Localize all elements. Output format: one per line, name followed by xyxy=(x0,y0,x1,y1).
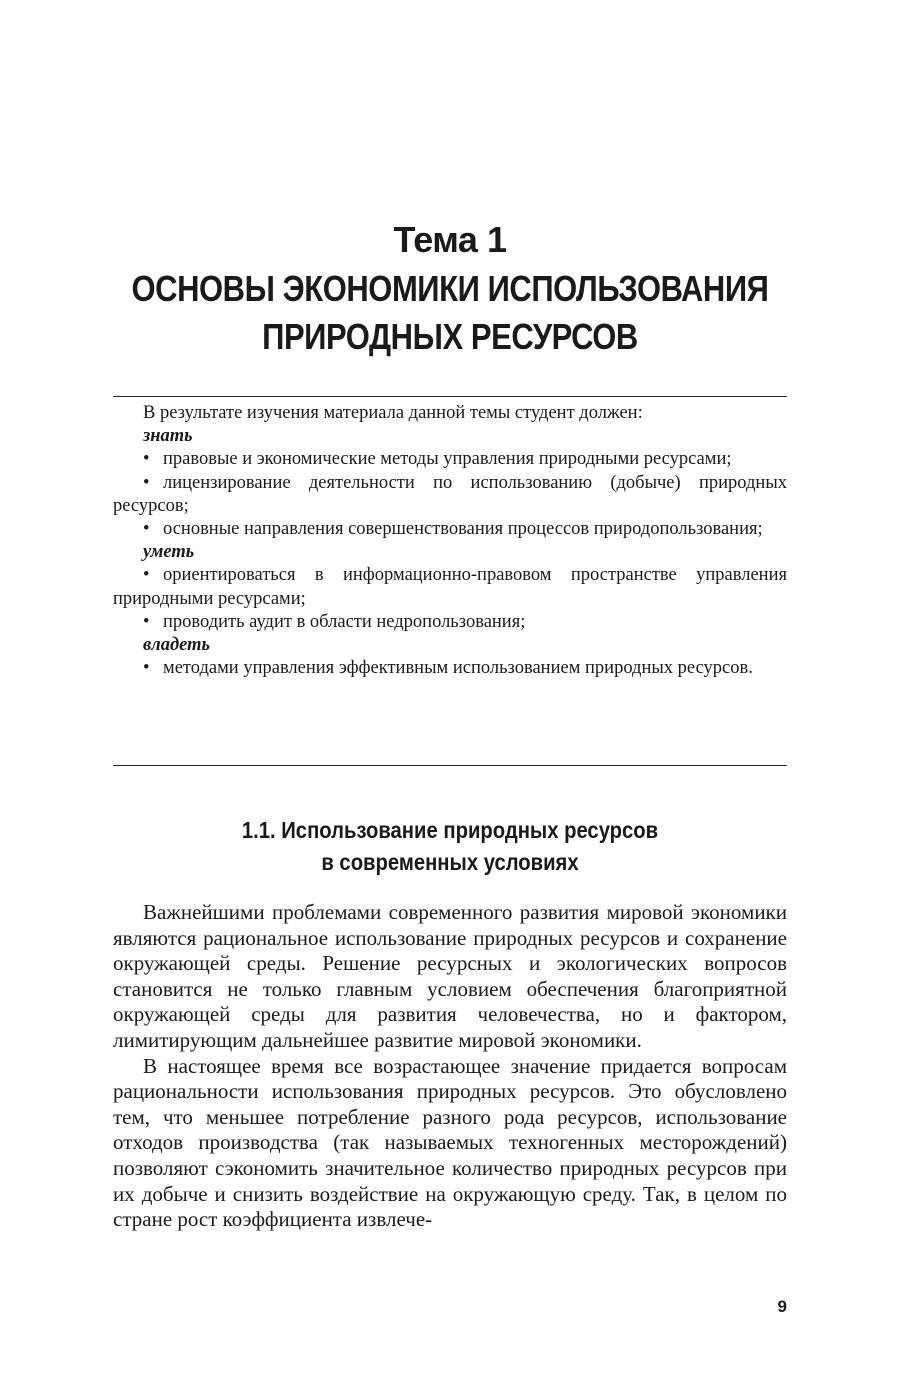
objective-item xyxy=(113,518,787,541)
objective-text: ориентироваться в информационно-правовом пространстве управления природными ресурсами; xyxy=(113,565,787,609)
objectives-know-label: знать xyxy=(143,426,193,447)
objectives-top-rule xyxy=(113,396,787,397)
body-text xyxy=(113,900,787,1233)
section-title-line-2: в современных условиях xyxy=(321,849,579,875)
objective-item xyxy=(113,657,787,680)
objective-item xyxy=(113,472,787,518)
chapter-title-line-1: ОСНОВЫ ЭКОНОМИКИ ИСПОЛЬЗОВАНИЯ xyxy=(131,268,769,309)
bullet-icon: • xyxy=(143,565,150,586)
objective-item xyxy=(113,611,787,634)
chapter-label: Тема 1 xyxy=(393,219,507,260)
bullet-icon: • xyxy=(143,519,150,540)
bullet-icon: • xyxy=(143,658,150,679)
objective-text: проводить аудит в области недропользования; xyxy=(163,611,526,632)
objective-text: правовые и экономические методы управления природными ресурсами; xyxy=(163,449,732,470)
objective-item xyxy=(113,564,787,610)
bullet-icon: • xyxy=(143,611,150,632)
objective-text: основные направления совершенствования процессов природопользования; xyxy=(163,519,763,540)
body-paragraph: Важнейшими проблемами современного развития мировой экономики являются рациональное использование природных ресурсов и сохранение окружающей среды. Решение ресурсных и экологических вопросов становится не только главным условием обеспечения благоприятной окружающей среды для развития человечества, но и фактором, лимитирующим дальнейшее развитие мировой экономики. xyxy=(113,900,787,1052)
chapter-title-line-2: ПРИРОДНЫХ РЕСУРСОВ xyxy=(262,316,638,357)
bullet-icon: • xyxy=(143,472,150,493)
bullet-icon: • xyxy=(143,449,150,470)
section-title-line-1: 1.1. Использование природных ресурсов xyxy=(241,817,659,843)
objective-item xyxy=(113,448,787,471)
objectives-bottom-rule xyxy=(113,765,787,766)
objectives-master-label: владеть xyxy=(143,635,210,656)
body-paragraph: В настоящее время все возрастающее значение придается вопросам рациональности использования природных ресурсов. Это обусловлено тем, что меньшее потребление разного рода ресурсов, использование отходов производства (так называемых техногенных месторождений) позволяют сэкономить значительное количество природных ресурсов при их добыче и снизить воздействие на окружающую среду. Так, в целом по стране рост коэффициента извлече- xyxy=(113,1053,787,1232)
page-number: 9 xyxy=(777,1297,787,1316)
objectives-can-label: уметь xyxy=(143,542,195,563)
objective-text: лицензирование деятельности по использованию (добыче) природных ресурсов; xyxy=(113,472,787,516)
objectives-intro: В результате изучения материала данной темы студент должен: xyxy=(143,403,643,423)
objective-text: методами управления эффективным использованием природных ресурсов. xyxy=(163,658,753,679)
learning-objectives-box xyxy=(113,402,787,680)
